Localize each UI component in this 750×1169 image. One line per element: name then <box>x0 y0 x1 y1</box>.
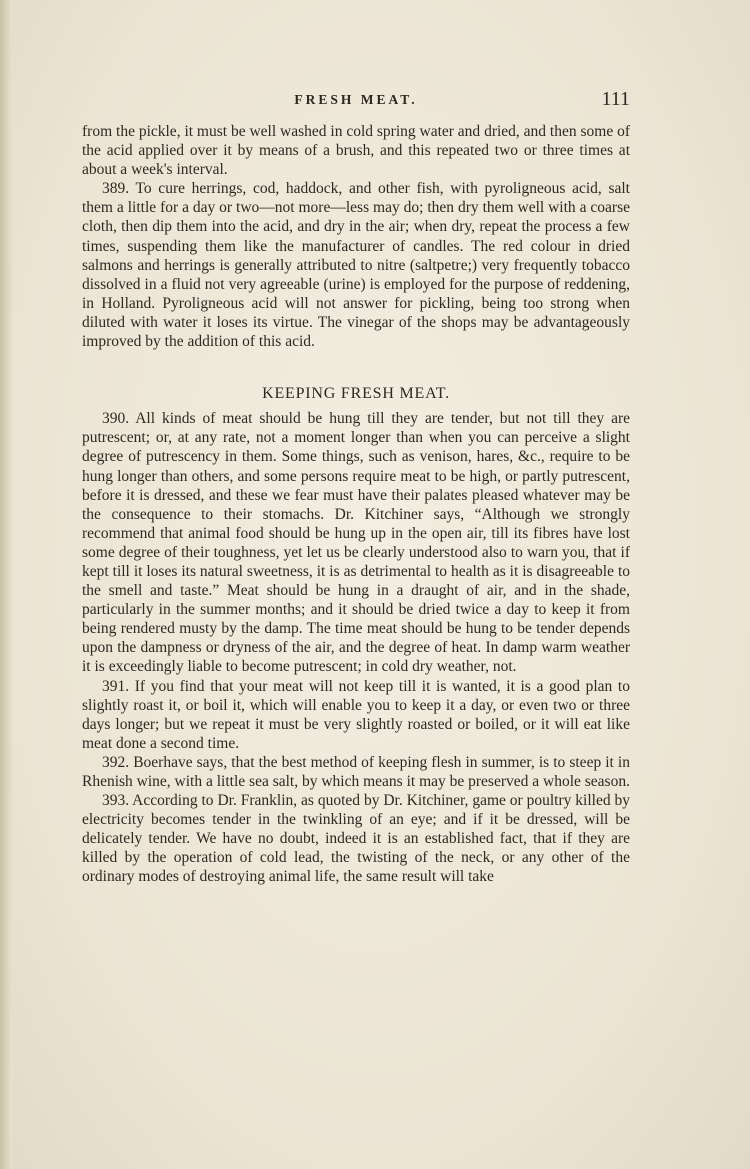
page-number: 111 <box>601 88 630 110</box>
paragraph-393: 393. According to Dr. Franklin, as quoted by Dr. Kitchiner, game or poultry killed by electricity becomes tender in the twinkling of an eye; and if it be dressed, will be delicately tender. We have no doubt, indeed it is an established fact, that if they are killed by the operation of cold lead, the twisting of the neck, or any other of the ordinary modes of destroying animal life, the same result will take <box>82 792 630 886</box>
paragraph-391: 391. If you find that your meat will not keep till it is wanted, it is a good plan to slightly roast it, or boil it, which will enable you to keep it a day, or even two or three days longer; but we repeat it must be very slightly roasted or boiled, or it will eat like meat done a second time. <box>82 677 630 752</box>
paragraph-390: 390. All kinds of meat should be hung till they are tender, but not till they are putrescent; or, at any rate, not a moment longer than when you can perceive a slight degree of putrescency in them. Some things, such as venison, hares, &c., require to be hung longer than others, and some persons require meat to be high, or partly putrescent, before it is dressed, and these we fear must have their palates pleased whatever may be the consequence to their stomachs. Dr. Kitchiner says, “Although we strongly recommend that animal food should be hung up in the open air, till its fibres have lost some degree of their toughness, yet let us be clearly understood also to warn you, that if kept till it loses its natural sweetness, it is as detrimental to health as it is disagreeable to the smell and taste.” Meat should be hung in a draught of air, and in the shade, particularly in the summer months; and it should be dried twice a day to keep it from being rendered musty by the damp. The time meat should be hung to be tender depends upon the dampness or dryness of the air, and the degree of heat. In damp warm weather it is exceedingly liable to become putrescent; in cold dry weather, not. <box>82 410 630 676</box>
section-heading: KEEPING FRESH MEAT. <box>262 385 450 403</box>
running-title: FRESH MEAT. <box>294 92 418 107</box>
paragraph-389: 389. To cure herrings, cod, haddock, and other fish, with pyroligneous acid, salt them a little for a day or two—not more—less may do; then dry them well with a coarse cloth, then dip them into the acid, and dry in the air; when dry, repeat the process a few times, suspending them like the manufacturer of candles. The red colour in dried salmons and herrings is generally attributed to nitre (saltpetre;) very frequently tobacco dissolved in a fluid not very agreeable (urine) is employed for the purpose of reddening, in Holland. Pyroligneous acid will not answer for pickling, being too strong when diluted with water it loses its virtue. The vinegar of the shops may be advantageously improved by the addition of this acid. <box>82 180 630 351</box>
paragraph-continued: from the pickle, it must be well washed in cold spring water and dried, and then some of the acid applied over it by means of a brush, and this repeated two or three times at about a week's interval. <box>82 123 630 179</box>
page-spine-shadow <box>0 0 14 1169</box>
paragraph-392: 392. Boerhave says, that the best method of keeping flesh in summer, is to steep it in Rhenish wine, with a little sea salt, by which means it may be preserved a whole season. <box>82 753 630 790</box>
page-header <box>82 88 630 116</box>
body-text <box>82 122 630 887</box>
